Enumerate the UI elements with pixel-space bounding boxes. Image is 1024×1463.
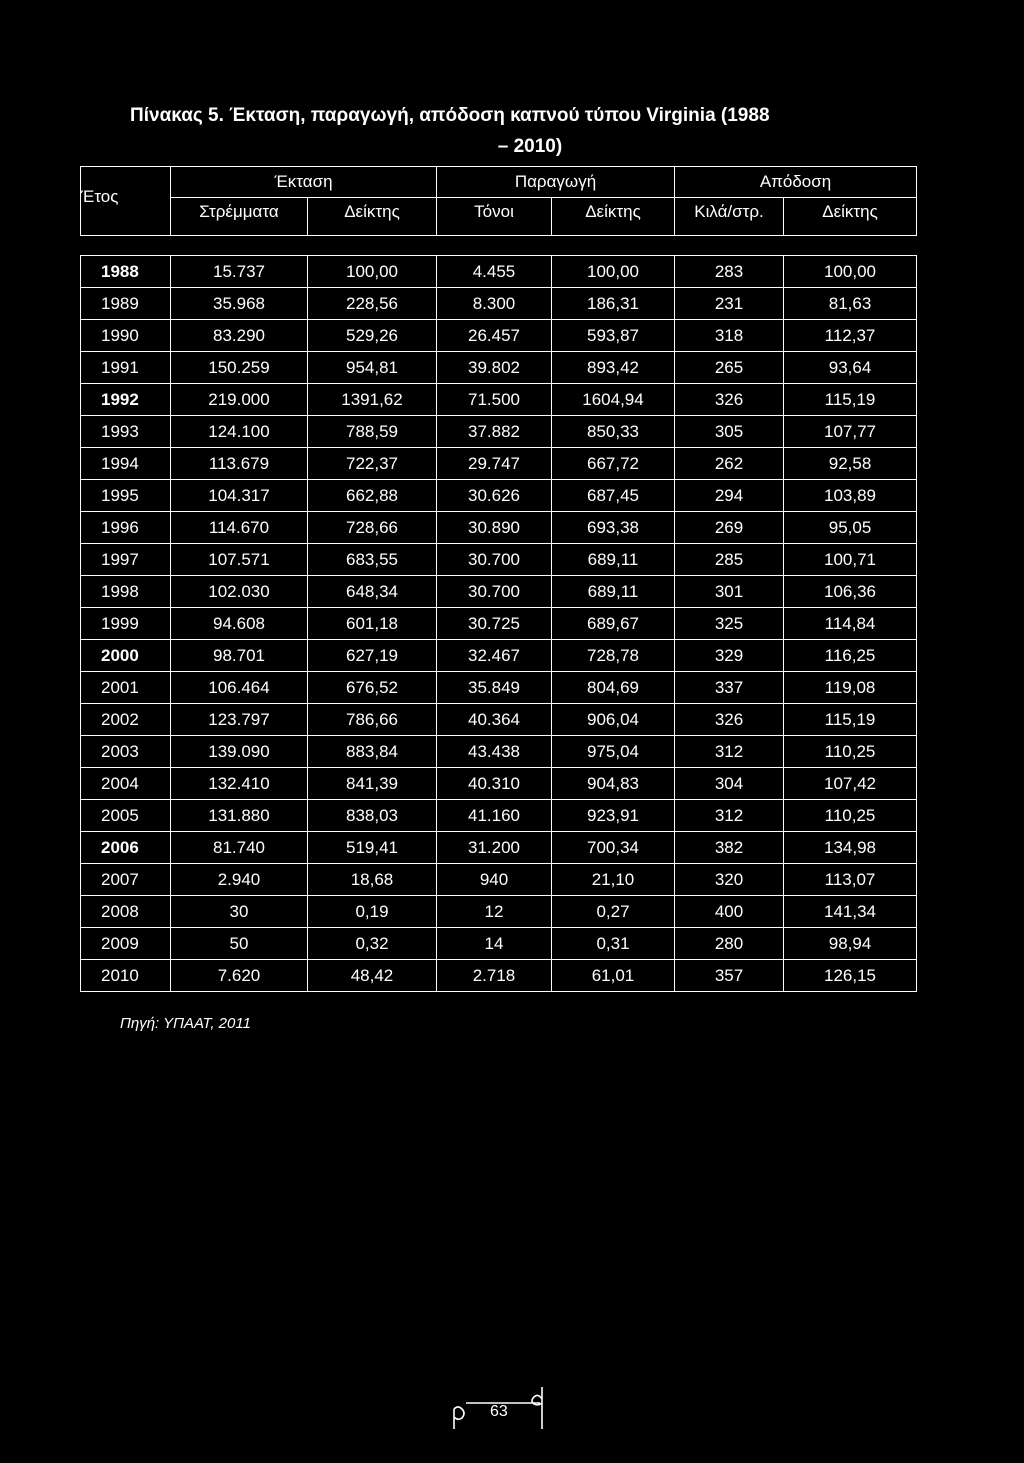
stremmata-cell: 35.968 (171, 288, 308, 320)
stremmata-cell: 132.410 (171, 768, 308, 800)
kg-per-stremma-cell: 262 (675, 448, 784, 480)
tonnes-cell: 14 (437, 928, 552, 960)
production-index-cell: 850,33 (552, 416, 675, 448)
production-index-cell: 667,72 (552, 448, 675, 480)
tonnes-cell: 26.457 (437, 320, 552, 352)
production-index-cell: 21,10 (552, 864, 675, 896)
header-spacer-cell (81, 236, 917, 256)
table-row (81, 384, 917, 416)
area-index-cell: 786,66 (308, 704, 437, 736)
area-index-cell: 0,19 (308, 896, 437, 928)
year-cell: 1998 (81, 576, 171, 608)
yield-index-cell: 95,05 (784, 512, 917, 544)
year-cell: 1999 (81, 608, 171, 640)
table-row (81, 640, 917, 672)
tonnes-cell: 43.438 (437, 736, 552, 768)
stremmata-cell: 106.464 (171, 672, 308, 704)
year-cell: 2010 (81, 960, 171, 992)
kg-per-stremma-cell: 318 (675, 320, 784, 352)
year-cell: 1988 (81, 256, 171, 288)
kg-per-stremma-cell: 265 (675, 352, 784, 384)
yield-index-cell: 93,64 (784, 352, 917, 384)
kg-per-stremma-cell: 294 (675, 480, 784, 512)
year-column-header: Έτος (81, 167, 171, 236)
yield-index-cell: 141,34 (784, 896, 917, 928)
stremmata-cell: 50 (171, 928, 308, 960)
tonnes-cell: 35.849 (437, 672, 552, 704)
kg-per-stremma-cell: 305 (675, 416, 784, 448)
production-index-cell: 804,69 (552, 672, 675, 704)
production-index-cell: 689,11 (552, 544, 675, 576)
kg-per-stremma-cell: 304 (675, 768, 784, 800)
production-index-cell: 904,83 (552, 768, 675, 800)
kg-per-stremma-cell: 325 (675, 608, 784, 640)
tonnes-column-header: Τόνοι (437, 198, 552, 236)
stremmata-cell: 123.797 (171, 704, 308, 736)
yield-index-column-header: Δείκτης (784, 198, 917, 236)
yield-index-cell: 81,63 (784, 288, 917, 320)
production-index-cell: 693,38 (552, 512, 675, 544)
table-row (81, 288, 917, 320)
kg-per-stremma-cell: 280 (675, 928, 784, 960)
area-index-cell: 519,41 (308, 832, 437, 864)
stremmata-cell: 139.090 (171, 736, 308, 768)
year-cell: 2001 (81, 672, 171, 704)
tonnes-cell: 30.725 (437, 608, 552, 640)
area-index-cell: 883,84 (308, 736, 437, 768)
stremmata-cell: 131.880 (171, 800, 308, 832)
kg-per-stremma-cell: 283 (675, 256, 784, 288)
yield-index-cell: 115,19 (784, 704, 917, 736)
kg-per-stremma-cell: 269 (675, 512, 784, 544)
area-index-cell: 627,19 (308, 640, 437, 672)
kg-per-stremma-column-header: Κιλά/στρ. (675, 198, 784, 236)
production-index-cell: 687,45 (552, 480, 675, 512)
table-row (81, 320, 917, 352)
stremmata-cell: 30 (171, 896, 308, 928)
table-row (81, 352, 917, 384)
yield-index-cell: 116,25 (784, 640, 917, 672)
table-row (81, 704, 917, 736)
production-index-cell: 1604,94 (552, 384, 675, 416)
table-body (81, 236, 917, 992)
yield-index-cell: 110,25 (784, 736, 917, 768)
production-index-cell: 700,34 (552, 832, 675, 864)
year-cell: 2008 (81, 896, 171, 928)
yield-index-cell: 107,42 (784, 768, 917, 800)
table-caption-line-2: – 2010) (497, 136, 563, 157)
kg-per-stremma-cell: 320 (675, 864, 784, 896)
year-cell: 2009 (81, 928, 171, 960)
yield-index-cell: 100,00 (784, 256, 917, 288)
stremmata-cell: 150.259 (171, 352, 308, 384)
table-caption-line-1: Πίνακας 5. Έκταση, παραγωγή, απόδοση καπνού τύπου Virginia (1988 (130, 105, 770, 126)
yield-index-cell: 112,37 (784, 320, 917, 352)
table-row (81, 256, 917, 288)
tonnes-cell: 41.160 (437, 800, 552, 832)
table-row (81, 960, 917, 992)
year-cell: 1994 (81, 448, 171, 480)
area-index-cell: 722,37 (308, 448, 437, 480)
production-index-column-header: Δείκτης (552, 198, 675, 236)
year-cell: 1995 (81, 480, 171, 512)
kg-per-stremma-cell: 285 (675, 544, 784, 576)
tonnes-cell: 4.455 (437, 256, 552, 288)
tonnes-cell: 30.890 (437, 512, 552, 544)
area-index-cell: 841,39 (308, 768, 437, 800)
table-row (81, 512, 917, 544)
production-index-cell: 0,31 (552, 928, 675, 960)
tonnes-cell: 8.300 (437, 288, 552, 320)
stremmata-cell: 114.670 (171, 512, 308, 544)
yield-index-cell: 103,89 (784, 480, 917, 512)
header-spacer-row (81, 236, 917, 256)
table-header-row-groups (81, 167, 917, 198)
yield-index-cell: 126,15 (784, 960, 917, 992)
tonnes-cell: 30.700 (437, 544, 552, 576)
kg-per-stremma-cell: 301 (675, 576, 784, 608)
year-cell: 1990 (81, 320, 171, 352)
yield-index-cell: 110,25 (784, 800, 917, 832)
table-row (81, 864, 917, 896)
table-header-row-units (81, 198, 917, 236)
production-index-cell: 689,67 (552, 608, 675, 640)
production-index-cell: 593,87 (552, 320, 675, 352)
production-index-cell: 61,01 (552, 960, 675, 992)
stremmata-cell: 107.571 (171, 544, 308, 576)
table-row (81, 736, 917, 768)
kg-per-stremma-cell: 231 (675, 288, 784, 320)
page-number: 63 (490, 1403, 508, 1420)
year-cell: 1991 (81, 352, 171, 384)
area-group-header: Έκταση (171, 167, 437, 198)
year-cell: 2003 (81, 736, 171, 768)
stremmata-cell: 124.100 (171, 416, 308, 448)
area-index-column-header: Δείκτης (308, 198, 437, 236)
tonnes-cell: 12 (437, 896, 552, 928)
production-index-cell: 923,91 (552, 800, 675, 832)
table-row (81, 928, 917, 960)
stremmata-cell: 98.701 (171, 640, 308, 672)
stremmata-cell: 15.737 (171, 256, 308, 288)
tonnes-cell: 2.718 (437, 960, 552, 992)
tonnes-cell: 30.626 (437, 480, 552, 512)
production-index-cell: 100,00 (552, 256, 675, 288)
year-cell: 2007 (81, 864, 171, 896)
area-index-cell: 728,66 (308, 512, 437, 544)
year-cell: 2006 (81, 832, 171, 864)
table-row (81, 480, 917, 512)
tonnes-cell: 40.364 (437, 704, 552, 736)
year-cell: 1996 (81, 512, 171, 544)
yield-index-cell: 98,94 (784, 928, 917, 960)
production-index-cell: 186,31 (552, 288, 675, 320)
stremmata-cell: 102.030 (171, 576, 308, 608)
table-row (81, 448, 917, 480)
area-index-cell: 676,52 (308, 672, 437, 704)
year-cell: 2000 (81, 640, 171, 672)
stremmata-cell: 219.000 (171, 384, 308, 416)
stremmata-cell: 81.740 (171, 832, 308, 864)
production-index-cell: 906,04 (552, 704, 675, 736)
tonnes-cell: 31.200 (437, 832, 552, 864)
table-row (81, 416, 917, 448)
area-index-cell: 228,56 (308, 288, 437, 320)
tonnes-cell: 30.700 (437, 576, 552, 608)
stremmata-cell: 113.679 (171, 448, 308, 480)
table-row (81, 544, 917, 576)
table-row (81, 576, 917, 608)
year-cell: 1989 (81, 288, 171, 320)
yield-index-cell: 115,19 (784, 384, 917, 416)
stremmata-cell: 104.317 (171, 480, 308, 512)
stremmata-cell: 2.940 (171, 864, 308, 896)
page-number-mark (452, 1385, 552, 1435)
area-index-cell: 1391,62 (308, 384, 437, 416)
tonnes-cell: 32.467 (437, 640, 552, 672)
production-index-cell: 0,27 (552, 896, 675, 928)
table-row (81, 672, 917, 704)
production-group-header: Παραγωγή (437, 167, 675, 198)
yield-index-cell: 100,71 (784, 544, 917, 576)
stremmata-column-header: Στρέμματα (171, 198, 308, 236)
area-index-cell: 954,81 (308, 352, 437, 384)
year-cell: 1997 (81, 544, 171, 576)
year-cell: 2002 (81, 704, 171, 736)
kg-per-stremma-cell: 357 (675, 960, 784, 992)
area-index-cell: 0,32 (308, 928, 437, 960)
yield-index-cell: 114,84 (784, 608, 917, 640)
kg-per-stremma-cell: 400 (675, 896, 784, 928)
area-index-cell: 18,68 (308, 864, 437, 896)
tonnes-cell: 940 (437, 864, 552, 896)
tonnes-cell: 37.882 (437, 416, 552, 448)
production-index-cell: 689,11 (552, 576, 675, 608)
production-index-cell: 728,78 (552, 640, 675, 672)
production-index-cell: 893,42 (552, 352, 675, 384)
area-index-cell: 662,88 (308, 480, 437, 512)
year-cell: 2004 (81, 768, 171, 800)
yield-index-cell: 92,58 (784, 448, 917, 480)
table-row (81, 896, 917, 928)
yield-group-header: Απόδοση (675, 167, 917, 198)
area-index-cell: 683,55 (308, 544, 437, 576)
kg-per-stremma-cell: 312 (675, 736, 784, 768)
source-note: Πηγή: ΥΠΑΑΤ, 2011 (120, 1015, 251, 1032)
tonnes-cell: 29.747 (437, 448, 552, 480)
tonnes-cell: 71.500 (437, 384, 552, 416)
yield-index-cell: 134,98 (784, 832, 917, 864)
tonnes-cell: 39.802 (437, 352, 552, 384)
yield-index-cell: 106,36 (784, 576, 917, 608)
table-caption (130, 100, 890, 162)
area-index-cell: 48,42 (308, 960, 437, 992)
kg-per-stremma-cell: 329 (675, 640, 784, 672)
table-row (81, 800, 917, 832)
yield-index-cell: 113,07 (784, 864, 917, 896)
yield-index-cell: 107,77 (784, 416, 917, 448)
table-row (81, 608, 917, 640)
stremmata-cell: 94.608 (171, 608, 308, 640)
area-index-cell: 788,59 (308, 416, 437, 448)
area-index-cell: 100,00 (308, 256, 437, 288)
area-index-cell: 601,18 (308, 608, 437, 640)
year-cell: 2005 (81, 800, 171, 832)
table-row (81, 768, 917, 800)
table-row (81, 832, 917, 864)
area-index-cell: 838,03 (308, 800, 437, 832)
year-cell: 1992 (81, 384, 171, 416)
kg-per-stremma-cell: 337 (675, 672, 784, 704)
yield-index-cell: 119,08 (784, 672, 917, 704)
production-index-cell: 975,04 (552, 736, 675, 768)
stremmata-cell: 83.290 (171, 320, 308, 352)
tonnes-cell: 40.310 (437, 768, 552, 800)
tobacco-statistics-table (80, 166, 917, 992)
year-cell: 1993 (81, 416, 171, 448)
kg-per-stremma-cell: 382 (675, 832, 784, 864)
stremmata-cell: 7.620 (171, 960, 308, 992)
area-index-cell: 648,34 (308, 576, 437, 608)
area-index-cell: 529,26 (308, 320, 437, 352)
kg-per-stremma-cell: 312 (675, 800, 784, 832)
kg-per-stremma-cell: 326 (675, 704, 784, 736)
kg-per-stremma-cell: 326 (675, 384, 784, 416)
